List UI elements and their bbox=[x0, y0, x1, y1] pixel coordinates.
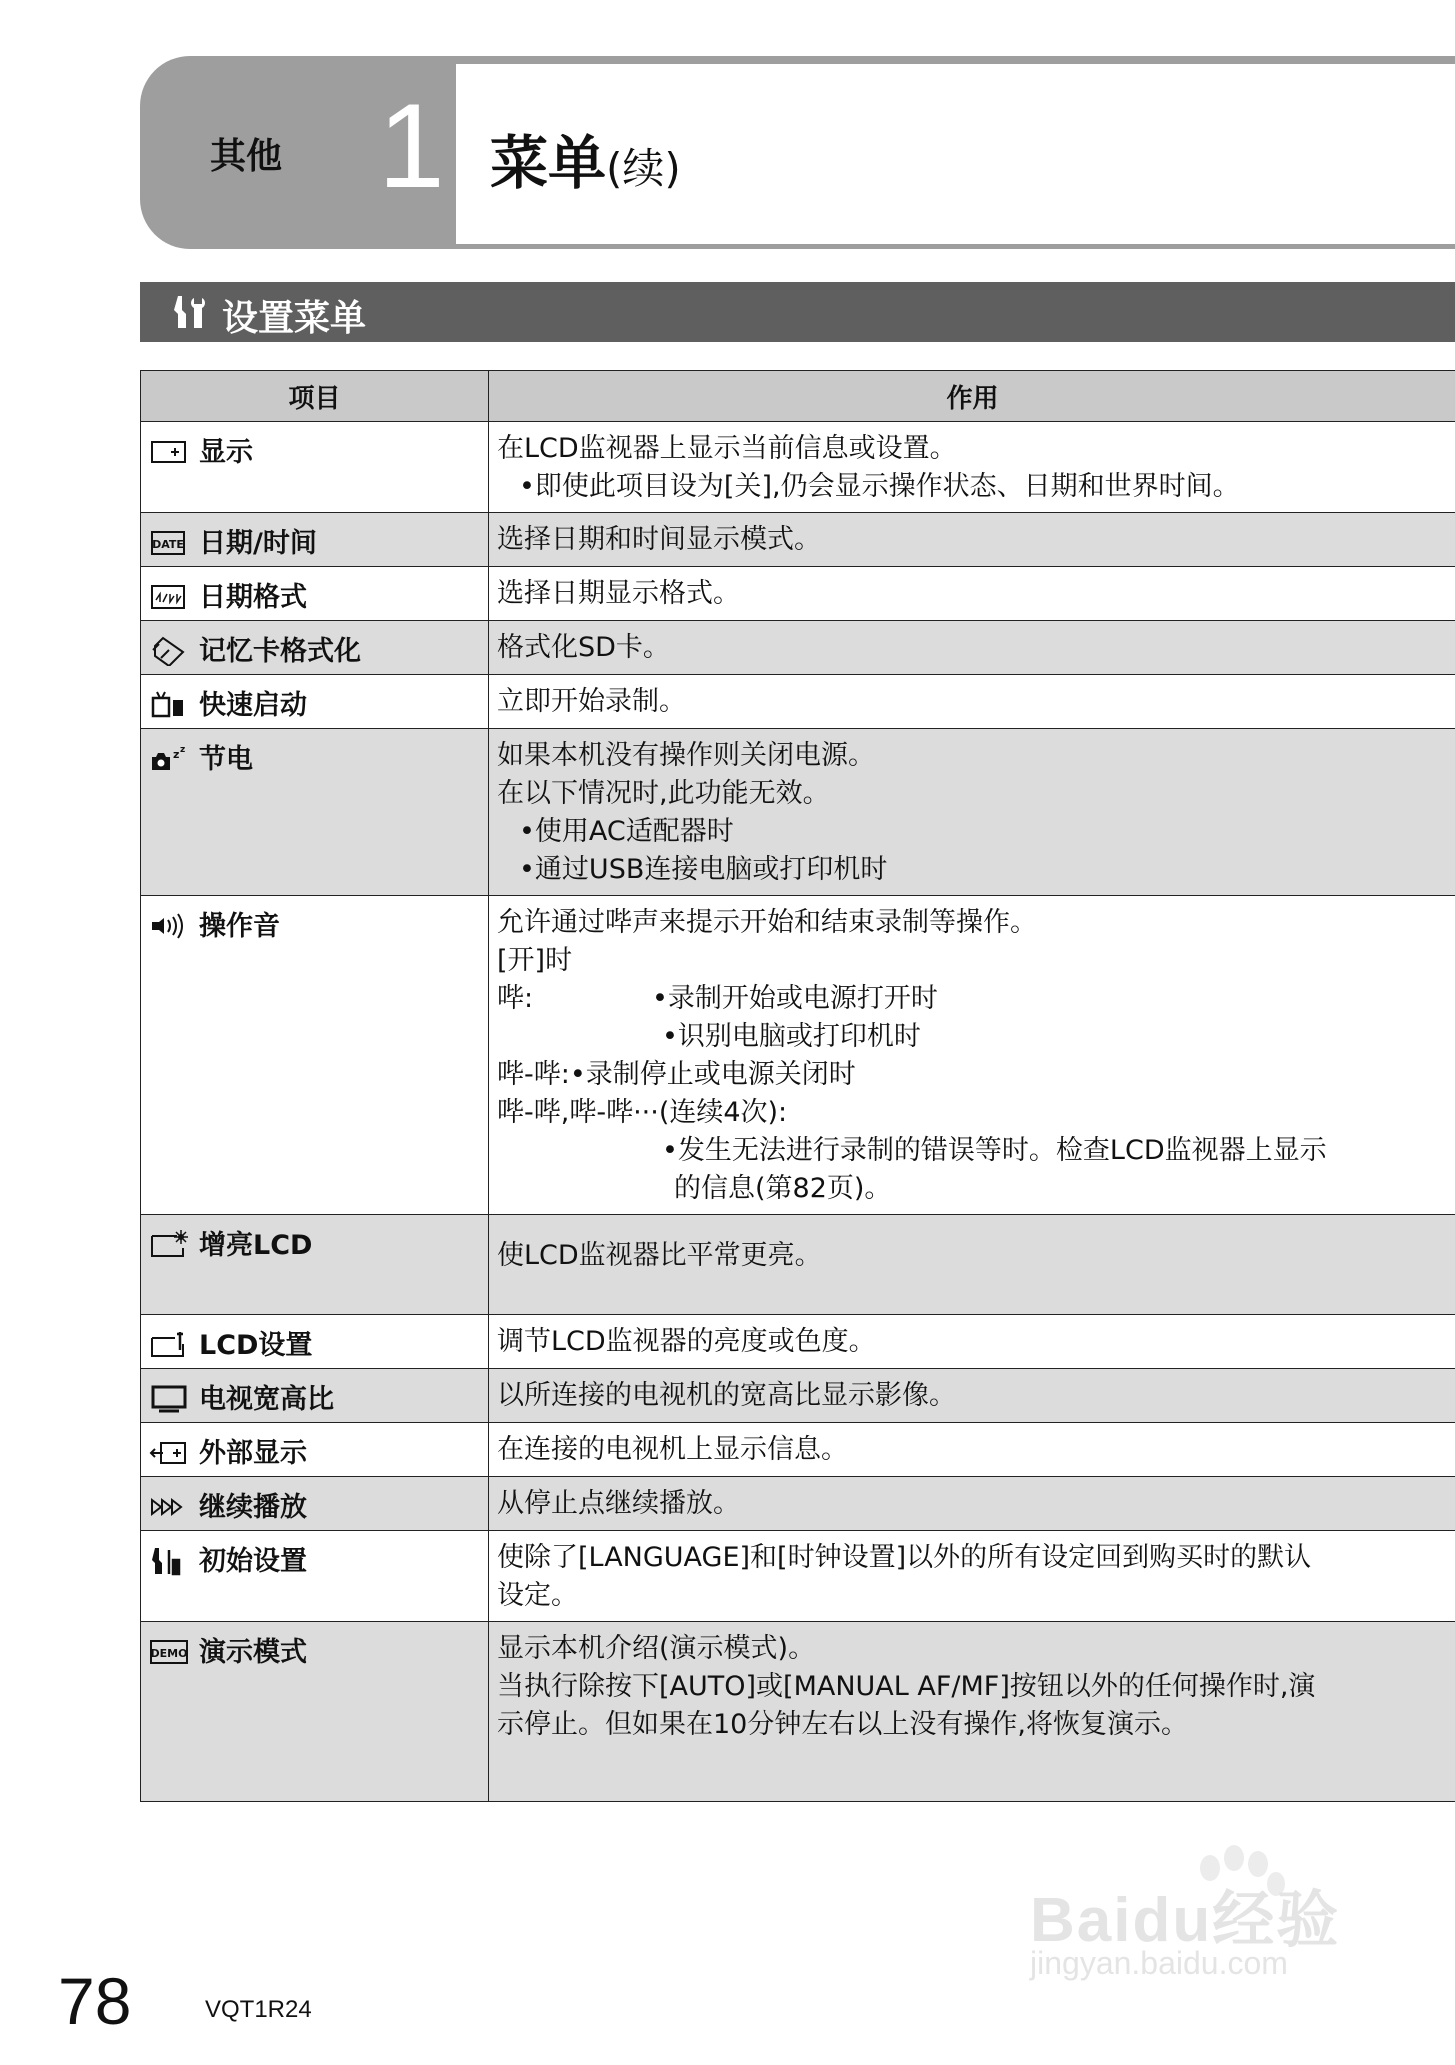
power-save-icon bbox=[149, 744, 189, 774]
wrench-screwdriver-icon bbox=[170, 292, 210, 332]
item-label: 增亮LCD bbox=[199, 1230, 313, 1261]
desc-line: 哔-哔,哔-哔···(连续4次): bbox=[497, 1097, 788, 1128]
desc-cell bbox=[489, 1531, 1455, 1622]
table-row bbox=[141, 896, 1455, 1215]
item-label: 电视宽高比 bbox=[199, 1384, 334, 1415]
desc-line: 以所连接的电视机的宽高比显示影像。 bbox=[497, 1380, 956, 1411]
desc-cell bbox=[489, 1477, 1455, 1531]
desc-line: •即使此项目设为[关],仍会显示操作状态、日期和世界时间。 bbox=[519, 471, 1240, 502]
desc-line: •通过USB连接电脑或打印机时 bbox=[519, 854, 888, 885]
item-cell bbox=[141, 1531, 489, 1622]
table-row bbox=[141, 1369, 1455, 1423]
item-cell bbox=[141, 1622, 489, 1802]
desc-line: [开]时 bbox=[497, 945, 573, 976]
demo-icon bbox=[149, 1637, 189, 1667]
desc-line: 示停止。但如果在10分钟左右以上没有操作,将恢复演示。 bbox=[497, 1709, 1188, 1740]
item-label: 继续播放 bbox=[199, 1492, 307, 1523]
item-cell bbox=[141, 1477, 489, 1531]
desc-cell bbox=[489, 621, 1455, 675]
table-header-row bbox=[141, 371, 1455, 422]
watermark-url: jingyan.baidu.com bbox=[1030, 1945, 1288, 1981]
item-label: 初始设置 bbox=[199, 1546, 307, 1577]
tv-icon bbox=[149, 1384, 189, 1414]
desc-line: 使除了[LANGUAGE]和[时钟设置]以外的所有设定回到购买时的默认 bbox=[497, 1542, 1312, 1573]
table-row bbox=[141, 1477, 1455, 1531]
item-label: LCD设置 bbox=[199, 1330, 313, 1361]
svg-text:DATE: DATE bbox=[152, 538, 184, 551]
desc-line: 调节LCD监视器的亮度或色度。 bbox=[497, 1326, 876, 1357]
item-cell bbox=[141, 1315, 489, 1369]
page-title-main: 菜单 bbox=[490, 129, 607, 197]
doc-code: VQT1R24 bbox=[205, 1996, 312, 2023]
chapter-label: 其他 bbox=[210, 136, 283, 177]
item-cell bbox=[141, 513, 489, 567]
desc-line: 当执行除按下[AUTO]或[MANUAL AF/MF]按钮以外的任何操作时,演 bbox=[497, 1671, 1316, 1702]
table-row bbox=[141, 567, 1455, 621]
desc-cell bbox=[489, 1215, 1455, 1315]
item-cell bbox=[141, 1369, 489, 1423]
desc-line: 选择日期显示格式。 bbox=[497, 578, 740, 609]
item-cell bbox=[141, 621, 489, 675]
desc-line: 允许通过哔声来提示开始和结束录制等操作。 bbox=[497, 907, 1037, 938]
desc-line bbox=[497, 980, 1448, 1018]
desc-line: 立即开始录制。 bbox=[497, 686, 686, 717]
desc-line: •使用AC适配器时 bbox=[519, 816, 734, 847]
watermark-brand: Baidu经验 bbox=[1030, 1886, 1341, 1955]
quick-start-icon bbox=[149, 690, 189, 720]
item-label: 操作音 bbox=[199, 911, 280, 942]
initial-setting-icon bbox=[149, 1546, 189, 1576]
table-row bbox=[141, 1215, 1455, 1315]
desc-cell bbox=[489, 896, 1455, 1215]
section-title: 设置菜单 bbox=[222, 298, 367, 339]
svg-text:DEMO: DEMO bbox=[150, 1647, 188, 1660]
page-title bbox=[490, 116, 681, 200]
desc-cell bbox=[489, 1369, 1455, 1423]
item-label: 节电 bbox=[199, 744, 253, 775]
col-header-item: 项目 bbox=[141, 371, 489, 422]
lcd-setting-icon bbox=[149, 1330, 189, 1360]
table-row bbox=[141, 1531, 1455, 1622]
page-title-suffix: (续) bbox=[606, 144, 681, 193]
desc-cell bbox=[489, 729, 1455, 896]
desc-cell bbox=[489, 675, 1455, 729]
desc-line: 在以下情况时,此功能无效。 bbox=[497, 778, 830, 809]
item-cell bbox=[141, 1215, 489, 1315]
item-cell bbox=[141, 729, 489, 896]
desc-line: 显示本机介绍(演示模式)。 bbox=[497, 1633, 816, 1664]
lcd-bright-icon bbox=[149, 1230, 189, 1260]
desc-cell bbox=[489, 1423, 1455, 1477]
table-row bbox=[141, 1315, 1455, 1369]
item-label: 显示 bbox=[199, 437, 253, 468]
page-number: 78 bbox=[58, 1964, 132, 2038]
table-row bbox=[141, 513, 1455, 567]
desc-line: 在LCD监视器上显示当前信息或设置。 bbox=[497, 433, 957, 464]
item-cell bbox=[141, 422, 489, 513]
desc-line: 哔-哔:•录制停止或电源关闭时 bbox=[497, 1059, 856, 1090]
table-row bbox=[141, 729, 1455, 896]
external-display-icon bbox=[149, 1438, 189, 1468]
section-bar bbox=[140, 282, 1455, 342]
table-row bbox=[141, 675, 1455, 729]
item-cell bbox=[141, 675, 489, 729]
item-label: 日期格式 bbox=[199, 582, 307, 613]
item-cell bbox=[141, 567, 489, 621]
desc-cell bbox=[489, 513, 1455, 567]
item-label: 快速启动 bbox=[199, 690, 307, 721]
table-row bbox=[141, 1622, 1455, 1802]
svg-text:z: z bbox=[173, 748, 180, 761]
item-cell bbox=[141, 1423, 489, 1477]
beep-prefix: 哔: bbox=[497, 983, 534, 1014]
desc-line: 如果本机没有操作则关闭电源。 bbox=[497, 740, 875, 771]
settings-table bbox=[140, 370, 1455, 1802]
item-label: 演示模式 bbox=[199, 1637, 307, 1668]
col-header-effect: 作用 bbox=[489, 371, 1455, 422]
date-icon bbox=[149, 528, 189, 558]
table-row bbox=[141, 621, 1455, 675]
desc-line: •识别电脑或打印机时 bbox=[662, 1021, 921, 1052]
table-row bbox=[141, 1423, 1455, 1477]
sd-format-icon bbox=[149, 636, 189, 666]
table-row bbox=[141, 422, 1455, 513]
desc-text: •录制开始或电源打开时 bbox=[652, 983, 938, 1014]
desc-line: 从停止点继续播放。 bbox=[497, 1488, 740, 1519]
desc-line: 格式化SD卡。 bbox=[497, 632, 670, 663]
desc-line: 选择日期和时间显示模式。 bbox=[497, 524, 821, 555]
item-label: 外部显示 bbox=[199, 1438, 307, 1469]
resume-play-icon bbox=[149, 1492, 189, 1522]
desc-line: 在连接的电视机上显示信息。 bbox=[497, 1434, 848, 1465]
desc-line: •发生无法进行录制的错误等时。检查LCD监视器上显示 bbox=[662, 1135, 1327, 1166]
item-label: 记忆卡格式化 bbox=[199, 636, 361, 667]
chapter-number: 1 bbox=[378, 79, 445, 213]
desc-cell bbox=[489, 1315, 1455, 1369]
desc-cell bbox=[489, 567, 1455, 621]
svg-text:z: z bbox=[180, 745, 186, 755]
beep-icon bbox=[149, 911, 189, 941]
desc-line: 的信息(第82页)。 bbox=[674, 1173, 892, 1204]
display-icon bbox=[149, 437, 189, 467]
date-format-icon bbox=[149, 582, 189, 612]
desc-line: 使LCD监视器比平常更亮。 bbox=[497, 1240, 822, 1271]
desc-line: 设定。 bbox=[497, 1580, 578, 1611]
desc-cell bbox=[489, 422, 1455, 513]
desc-cell bbox=[489, 1622, 1455, 1802]
item-cell bbox=[141, 896, 489, 1215]
item-label: 日期/时间 bbox=[199, 528, 317, 559]
